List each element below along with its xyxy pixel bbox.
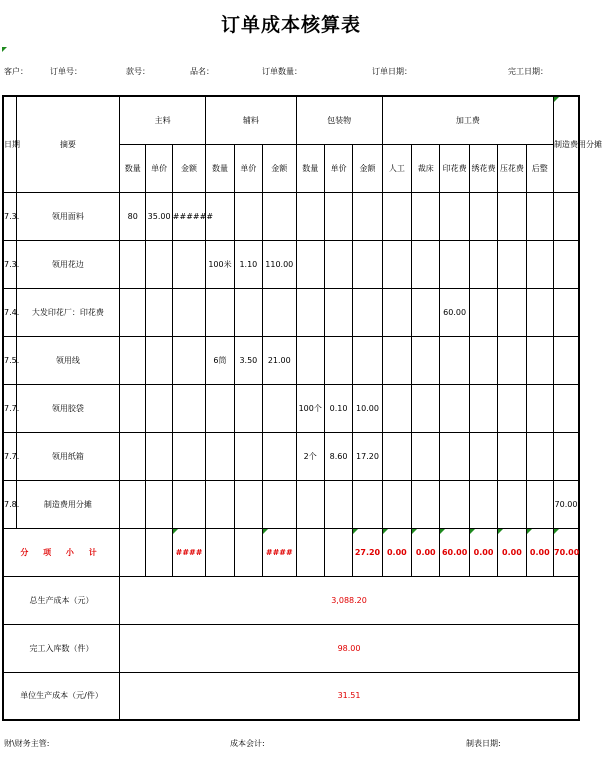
cell <box>120 336 146 384</box>
unit-cost-value: 31.51 <box>120 672 579 720</box>
cell <box>234 192 262 240</box>
subtotal-overhead <box>554 528 580 576</box>
cell <box>382 288 411 336</box>
page-title: 订单成本核算表 <box>220 14 361 36</box>
cell: 17.20 <box>353 432 382 480</box>
table-row <box>3 480 579 528</box>
cost-table <box>2 95 602 721</box>
subtotal-row <box>3 528 579 576</box>
cell <box>353 336 382 384</box>
row-summary: 领用胶袋 <box>16 384 119 432</box>
cell <box>498 240 526 288</box>
prepared-date-label: 制表日期: <box>466 739 501 748</box>
header-main-material: 主料 <box>120 96 206 144</box>
cell <box>172 288 205 336</box>
subtotal-label: 分 项 小 计 <box>3 528 120 576</box>
header-cutting: 裁床 <box>412 144 440 192</box>
cell <box>353 240 382 288</box>
cell <box>526 240 553 288</box>
cell: 8.60 <box>324 432 352 480</box>
cell-comment-marker <box>2 47 7 52</box>
cell <box>412 192 440 240</box>
cell: 100个 <box>296 384 324 432</box>
header-summary: 摘要 <box>16 96 119 192</box>
cell <box>324 528 352 576</box>
cell <box>263 288 296 336</box>
cell <box>554 240 580 288</box>
subtotal-aux-amount <box>263 528 296 576</box>
subtotal-pressing <box>498 528 526 576</box>
cell-comment-marker <box>412 529 417 534</box>
cell <box>382 432 411 480</box>
cell <box>353 288 382 336</box>
cell <box>172 432 205 480</box>
cell <box>382 192 411 240</box>
cell <box>469 192 497 240</box>
cell <box>554 336 580 384</box>
subtotal-pack-amount-value: 27.20 <box>354 547 381 557</box>
cell <box>120 480 146 528</box>
cell: 0.10 <box>324 384 352 432</box>
header-main-amount: 金额 <box>172 144 205 192</box>
header-main-unit-price: 单价 <box>146 144 172 192</box>
header-embroidery: 绣花费 <box>469 144 497 192</box>
cell <box>469 432 497 480</box>
cell <box>206 480 234 528</box>
header-pack-amount: 金额 <box>353 144 382 192</box>
cell <box>498 480 526 528</box>
cell <box>120 240 146 288</box>
cell <box>172 240 205 288</box>
cell <box>324 336 352 384</box>
cell <box>498 384 526 432</box>
subtotal-embroidery <box>469 528 497 576</box>
cell <box>353 192 382 240</box>
cell <box>526 192 553 240</box>
cell <box>554 192 580 240</box>
cell <box>324 240 352 288</box>
subtotal-printing-value: 60.00 <box>441 547 468 557</box>
cell <box>498 432 526 480</box>
header-pack-qty: 数量 <box>296 144 324 192</box>
cell: 80 <box>120 192 146 240</box>
subtotal-overhead-value: 70.00 <box>554 547 580 557</box>
header-finishing: 后整 <box>526 144 553 192</box>
cell: 110.00 <box>263 240 296 288</box>
subtotal-finishing-value: 0.00 <box>529 547 550 557</box>
customer-label: 客户： <box>4 67 28 76</box>
cell <box>120 432 146 480</box>
cell: 35.00 <box>146 192 172 240</box>
cell <box>296 480 324 528</box>
cell <box>498 336 526 384</box>
cell <box>263 192 296 240</box>
cell <box>440 480 469 528</box>
row-summary: 领用线 <box>16 336 119 384</box>
cell <box>234 432 262 480</box>
cell <box>469 288 497 336</box>
subtotal-pressing-value: 0.00 <box>502 547 522 557</box>
cell <box>440 432 469 480</box>
cell <box>296 240 324 288</box>
cell-comment-marker <box>173 529 178 534</box>
header-pack-unit-price: 单价 <box>324 144 352 192</box>
cell <box>146 432 172 480</box>
cell <box>440 336 469 384</box>
row-date: 7.3. <box>3 240 16 288</box>
cell <box>120 384 146 432</box>
cell <box>498 288 526 336</box>
cell <box>440 384 469 432</box>
order-qty-label: 订单数量： <box>262 67 302 76</box>
table-row <box>3 240 579 288</box>
subtotal-labor <box>382 528 411 576</box>
table-row <box>3 432 579 480</box>
product-name-label: 品名： <box>190 67 214 76</box>
cell <box>146 528 172 576</box>
subtotal-embroidery-value: 0.00 <box>473 547 494 557</box>
subtotal-aux-amount-value: #### <box>265 547 293 557</box>
cell <box>146 336 172 384</box>
finish-date-label: 完工日期： <box>508 67 548 76</box>
cell <box>324 192 352 240</box>
table-row <box>3 384 579 432</box>
total-cost-row <box>3 576 579 624</box>
order-date-label: 订单日期： <box>372 67 412 76</box>
cell-comment-marker <box>440 529 445 534</box>
row-summary: 领用面料 <box>16 192 119 240</box>
cell <box>469 384 497 432</box>
cell <box>526 288 553 336</box>
cell <box>382 480 411 528</box>
cell-comment-marker <box>263 529 268 534</box>
subtotal-printing <box>440 528 469 576</box>
header-overhead <box>554 96 602 192</box>
cell <box>146 288 172 336</box>
cell <box>172 336 205 384</box>
row-date: 7.3. <box>3 192 16 240</box>
cell <box>382 336 411 384</box>
cell <box>234 480 262 528</box>
cell <box>234 384 262 432</box>
cell <box>554 384 580 432</box>
style-no-label: 款号： <box>126 67 150 76</box>
cell: 10.00 <box>353 384 382 432</box>
finished-qty-value: 98.00 <box>120 624 579 672</box>
cell <box>206 432 234 480</box>
cost-accountant-label: 成本会计: <box>230 739 265 748</box>
cell <box>324 288 352 336</box>
cell <box>324 480 352 528</box>
table-row <box>3 336 579 384</box>
cell <box>412 480 440 528</box>
total-cost-label: 总生产成本（元） <box>3 576 120 624</box>
subtotal-pack-amount <box>353 528 382 576</box>
cell <box>296 288 324 336</box>
row-date: 7.4. <box>3 288 16 336</box>
unit-cost-label: 单位生产成本（元/件） <box>3 672 120 720</box>
cell <box>120 288 146 336</box>
header-aux-unit-price: 单价 <box>234 144 262 192</box>
cell <box>498 192 526 240</box>
unit-cost-row <box>3 672 579 720</box>
cell-comment-marker <box>527 529 532 534</box>
header-processing: 加工费 <box>382 96 553 144</box>
cell <box>172 480 205 528</box>
cell <box>469 480 497 528</box>
cell <box>412 384 440 432</box>
cell <box>263 384 296 432</box>
header-overhead-label: 制造费用分摊 <box>554 139 602 149</box>
cell <box>234 288 262 336</box>
order-no-label: 订单号： <box>50 67 82 76</box>
row-summary: 制造费用分摊 <box>16 480 119 528</box>
header-packaging: 包装物 <box>296 96 382 144</box>
row-date: 7.7. <box>3 384 16 432</box>
cell: 100米 <box>206 240 234 288</box>
header-labor: 人工 <box>382 144 411 192</box>
cell <box>296 528 324 576</box>
cell <box>146 240 172 288</box>
cell <box>412 336 440 384</box>
header-main-qty: 数量 <box>120 144 146 192</box>
header-aux-qty: 数量 <box>206 144 234 192</box>
cell <box>172 384 205 432</box>
cell <box>234 528 262 576</box>
subtotal-cutting <box>412 528 440 576</box>
cell <box>263 480 296 528</box>
cell <box>440 192 469 240</box>
cell <box>469 336 497 384</box>
finished-qty-row <box>3 624 579 672</box>
cell-comment-marker <box>470 529 475 534</box>
cell <box>554 432 580 480</box>
cell <box>146 384 172 432</box>
row-date: 7.5. <box>3 336 16 384</box>
subtotal-main-amount <box>172 528 205 576</box>
header-aux-amount: 金额 <box>263 144 296 192</box>
cell <box>206 528 234 576</box>
cell <box>440 240 469 288</box>
cell-comment-marker <box>554 529 559 534</box>
cell: 1.10 <box>234 240 262 288</box>
header-printing: 印花费 <box>440 144 469 192</box>
cell <box>526 384 553 432</box>
subtotal-cutting-value: 0.00 <box>415 547 436 557</box>
cell <box>382 240 411 288</box>
cell <box>206 384 234 432</box>
header-aux-material: 辅料 <box>206 96 296 144</box>
cell <box>206 192 234 240</box>
cell: 6筒 <box>206 336 234 384</box>
finished-qty-label: 完工入库数（件） <box>3 624 120 672</box>
cell <box>120 528 146 576</box>
cell: 21.00 <box>263 336 296 384</box>
cell: 60.00 <box>440 288 469 336</box>
cell: ###### <box>172 192 205 240</box>
cell: 3.50 <box>234 336 262 384</box>
cell-comment-marker <box>383 529 388 534</box>
cell <box>296 336 324 384</box>
cell <box>526 432 553 480</box>
total-cost-value: 3,088.20 <box>120 576 579 624</box>
finance-supervisor-label: 财\财务主管: <box>4 739 50 748</box>
cell: 70.00 <box>554 480 580 528</box>
subtotal-finishing <box>526 528 553 576</box>
cell <box>206 288 234 336</box>
cell <box>412 288 440 336</box>
cell <box>296 192 324 240</box>
cell <box>412 240 440 288</box>
cell-comment-marker <box>554 97 559 102</box>
table-row <box>3 192 579 240</box>
cell <box>146 480 172 528</box>
header-pressing: 压花费 <box>498 144 526 192</box>
cell <box>526 480 553 528</box>
cell <box>382 384 411 432</box>
cell <box>263 432 296 480</box>
cell <box>353 480 382 528</box>
row-summary: 大发印花厂：印花费 <box>16 288 119 336</box>
cell-comment-marker <box>498 529 503 534</box>
cell <box>412 432 440 480</box>
subtotal-main-amount-value: #### <box>175 547 203 557</box>
cell-comment-marker <box>353 529 358 534</box>
cell: 2个 <box>296 432 324 480</box>
row-date: 7.8. <box>3 480 16 528</box>
row-summary: 领用花边 <box>16 240 119 288</box>
cell <box>469 240 497 288</box>
header-date: 日期 <box>3 96 16 192</box>
subtotal-labor-value: 0.00 <box>386 547 407 557</box>
table-row <box>3 288 579 336</box>
row-date: 7.7. <box>3 432 16 480</box>
cell <box>554 288 580 336</box>
cell <box>526 336 553 384</box>
row-summary: 领用纸箱 <box>16 432 119 480</box>
